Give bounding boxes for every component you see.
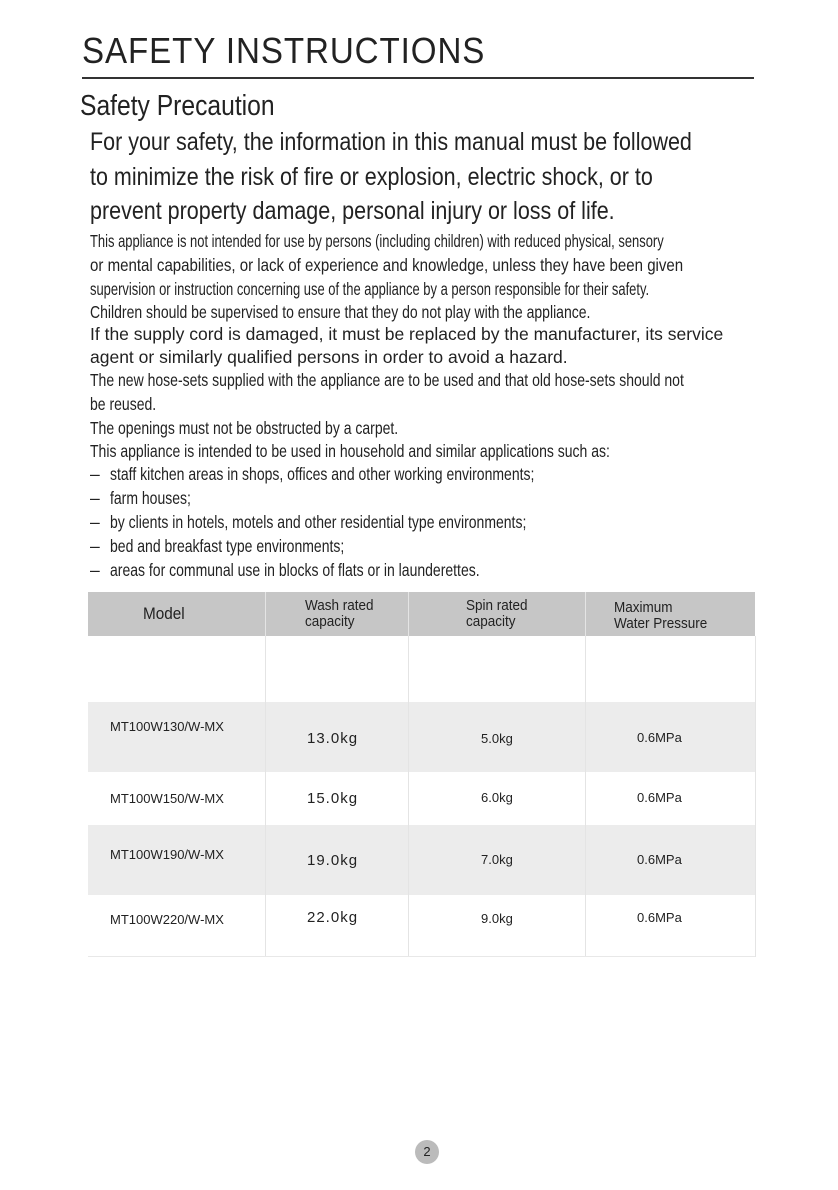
paragraph-line: be reused. bbox=[90, 394, 157, 414]
paragraph-line: This appliance is intended to be used in household and similar applications such as: bbox=[90, 441, 610, 461]
model-cell: MT100W150/W-MX bbox=[110, 791, 224, 806]
page-title: SAFETY INSTRUCTIONS bbox=[82, 30, 486, 71]
lead-line: For your safety, the information in this manual must be followed bbox=[90, 128, 692, 156]
spin-cell: 9.0kg bbox=[481, 911, 513, 926]
page-number: 2 bbox=[415, 1140, 439, 1164]
lead-line: to minimize the risk of fire or explosion, electric shock, or to bbox=[90, 163, 653, 191]
pressure-cell: 0.6MPa bbox=[637, 852, 682, 867]
paragraph-line: agent or similarly qualified persons in order to avoid a hazard. bbox=[90, 347, 568, 367]
wash-cell: 19.0kg bbox=[307, 852, 359, 869]
bullet-item bbox=[90, 464, 535, 485]
header-wash: Wash rated capacity bbox=[305, 597, 374, 630]
dash-marker: – bbox=[90, 536, 100, 556]
column-divider bbox=[265, 592, 266, 957]
column-divider bbox=[585, 592, 586, 957]
dash-marker: – bbox=[90, 512, 100, 532]
bullet-text: areas for communal use in blocks of flats or in launderettes. bbox=[110, 560, 480, 580]
paragraph-line: The new hose-sets supplied with the appliance are to be used and that old hose-sets should not bbox=[90, 370, 684, 390]
bullet-text: staff kitchen areas in shops, offices and other working environments; bbox=[110, 464, 535, 484]
model-cell: MT100W220/W-MX bbox=[110, 912, 224, 927]
pressure-cell: 0.6MPa bbox=[637, 790, 682, 805]
wash-cell: 15.0kg bbox=[307, 790, 359, 807]
spin-cell: 7.0kg bbox=[481, 852, 513, 867]
pressure-cell: 0.6MPa bbox=[637, 910, 682, 925]
paragraph-line: supervision or instruction concerning use of the appliance by a person responsible for their safety. bbox=[90, 279, 650, 299]
paragraph-line: or mental capabilities, or lack of experience and knowledge, unless they have been given bbox=[90, 255, 684, 275]
bullet-item bbox=[90, 560, 480, 581]
paragraph-line: This appliance is not intended for use by persons (including children) with reduced physical, sensory bbox=[90, 231, 664, 251]
spin-cell: 6.0kg bbox=[481, 790, 513, 805]
dash-marker: – bbox=[90, 560, 100, 580]
model-cell: MT100W130/W-MX bbox=[110, 719, 224, 734]
wash-cell: 22.0kg bbox=[307, 909, 359, 926]
header-pressure: Maximum Water Pressure bbox=[614, 599, 708, 632]
paragraph-line: If the supply cord is damaged, it must be replaced by the manufacturer, its service bbox=[90, 324, 724, 344]
bullet-text: farm houses; bbox=[110, 488, 191, 508]
bullet-item bbox=[90, 512, 527, 533]
paragraph-line: Children should be supervised to ensure that they do not play with the appliance. bbox=[90, 302, 591, 322]
table-bottom-border bbox=[88, 956, 755, 957]
dash-marker: – bbox=[90, 488, 100, 508]
bullet-text: bed and breakfast type environments; bbox=[110, 536, 345, 556]
bullet-text: by clients in hotels, motels and other residential type environments; bbox=[110, 512, 527, 532]
column-divider bbox=[755, 636, 756, 957]
header-model: Model bbox=[143, 604, 185, 623]
wash-cell: 13.0kg bbox=[307, 730, 359, 747]
section-heading: Safety Precaution bbox=[80, 90, 275, 122]
spin-cell: 5.0kg bbox=[481, 731, 513, 746]
header-spin: Spin rated capacity bbox=[466, 597, 528, 630]
dash-marker: – bbox=[90, 464, 100, 484]
column-divider bbox=[408, 592, 409, 957]
pressure-cell: 0.6MPa bbox=[637, 730, 682, 745]
title-divider bbox=[82, 77, 754, 79]
model-cell: MT100W190/W-MX bbox=[110, 847, 224, 862]
lead-line: prevent property damage, personal injury or loss of life. bbox=[90, 197, 615, 225]
paragraph-line: The openings must not be obstructed by a carpet. bbox=[90, 418, 399, 438]
bullet-item bbox=[90, 488, 191, 509]
bullet-item bbox=[90, 536, 345, 557]
